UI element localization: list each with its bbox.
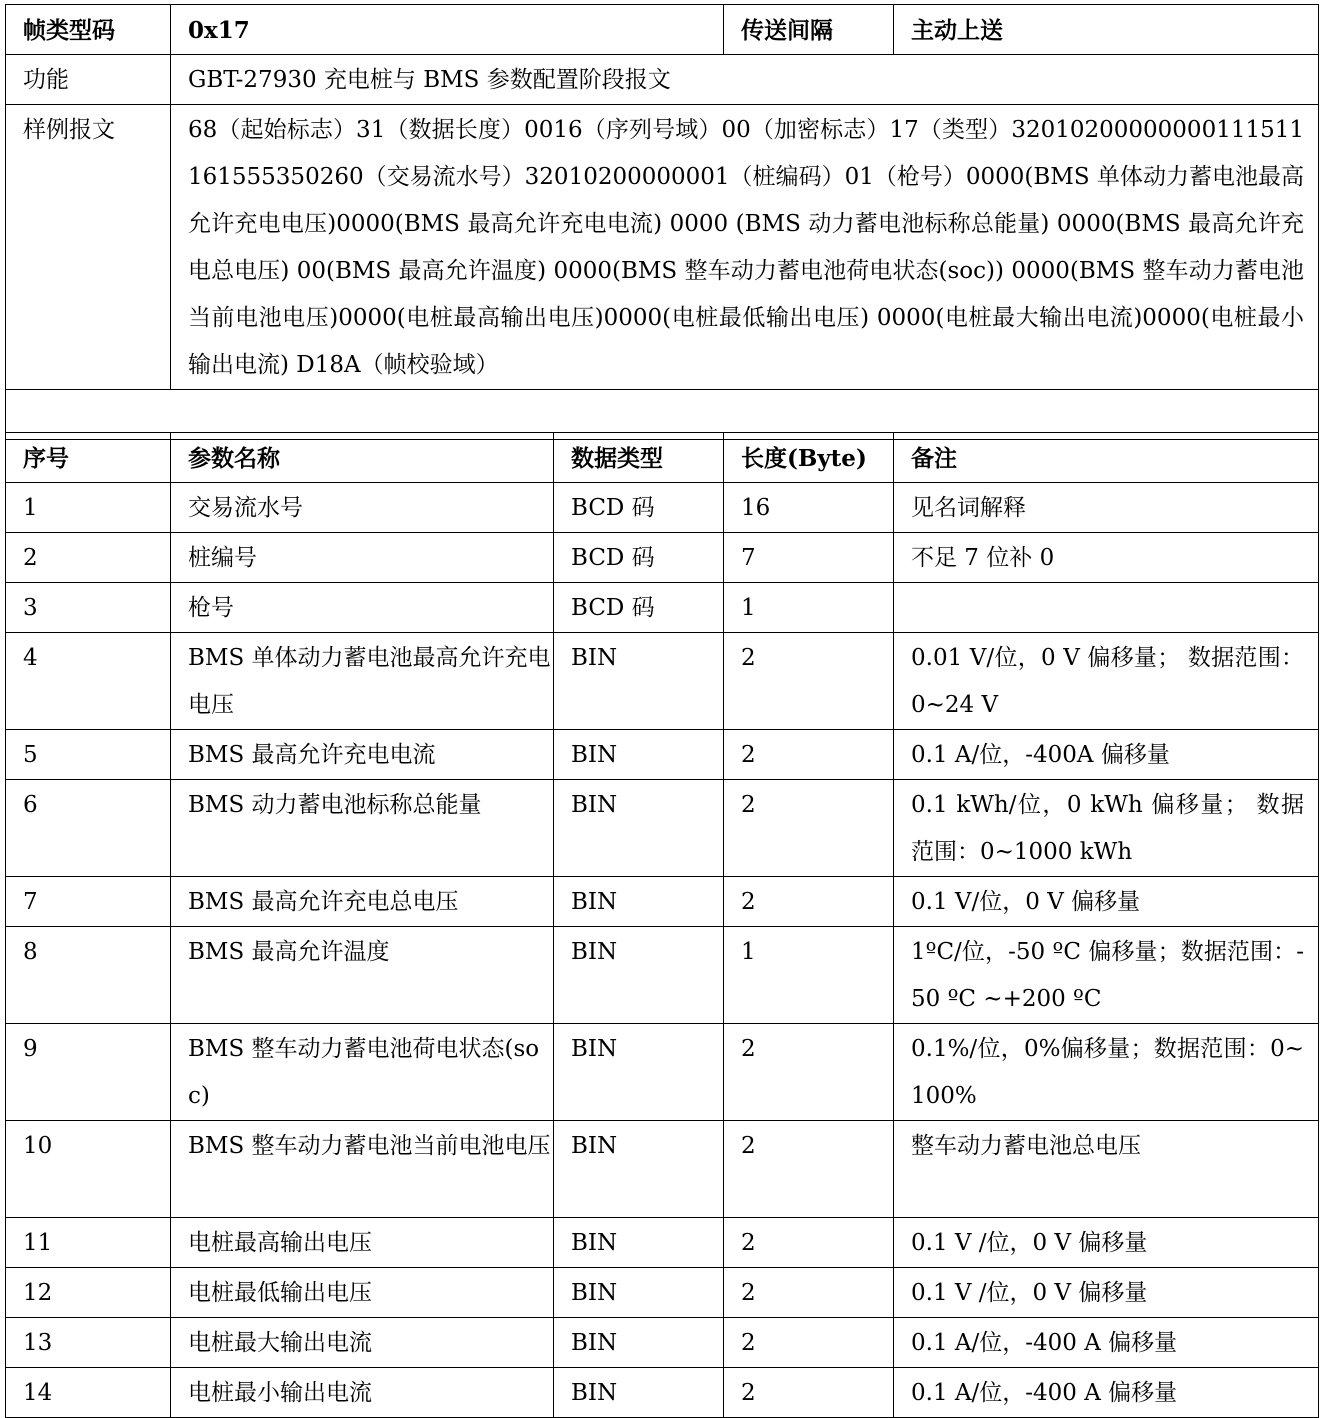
- row-name: 电桩最高输出电压: [171, 1218, 554, 1268]
- row-type: BIN: [554, 1268, 724, 1318]
- table-row: [6, 927, 1319, 1024]
- row-note: [894, 583, 1319, 633]
- row-no: 13: [6, 1318, 171, 1368]
- row-note: 0.1 A/位，-400 A 偏移量: [894, 1368, 1319, 1418]
- row-length: 1: [724, 927, 894, 1024]
- row-length: 16: [724, 483, 894, 533]
- row-note: 见名词解释: [894, 483, 1319, 533]
- row-length: 2: [724, 730, 894, 780]
- row-no: 3: [6, 583, 171, 633]
- row-type: BIN: [554, 633, 724, 730]
- sample-value: 68（起始标志）31（数据长度）0016（序列号域）00（加密标志）17（类型）32010200000000111511161555350260（交易流水号）32010200000001（桩编码）01（枪号）0000(BMS 单体动力蓄电池最高允许充电电压)0000(BMS 最高允许充电电流) 0000 (BMS 动力蓄电池标称总能量) 0000(BMS 最高允许充电总电压) 00(BMS 最高允许温度) 0000(BMS 整车动力蓄电池荷电状态(soc)) 0000(BMS 整车动力蓄电池当前电池电压)0000(电桩最高输出电压)0000(电桩最低输出电压) 0000(电桩最大输出电流)0000(电桩最小输出电流) D18A（帧校验域）: [171, 105, 1319, 390]
- row-name: BMS 最高允许充电总电压: [171, 877, 554, 927]
- row-name: 桩编号: [171, 533, 554, 583]
- row-no: 12: [6, 1268, 171, 1318]
- column-header-no: 序号: [6, 433, 171, 483]
- row-type: BIN: [554, 730, 724, 780]
- column-header-name: 参数名称: [171, 433, 554, 483]
- row-note: 1ºC/位，-50 ºC 偏移量；数据范围：-50 ºC ~+200 ºC: [894, 927, 1319, 1024]
- row-name: 电桩最大输出电流: [171, 1318, 554, 1368]
- row-name: 电桩最低输出电压: [171, 1268, 554, 1318]
- function-value: GBT-27930 充电桩与 BMS 参数配置阶段报文: [171, 55, 1319, 105]
- sample-row: [6, 105, 1319, 390]
- row-name: BMS 整车动力蓄电池荷电状态(soc): [171, 1024, 554, 1121]
- table-row: [6, 1368, 1319, 1418]
- row-length: 2: [724, 1024, 894, 1121]
- frame-type-label: 帧类型码: [6, 5, 171, 55]
- row-no: 9: [6, 1024, 171, 1121]
- row-length: 2: [724, 633, 894, 730]
- table-row: [6, 877, 1319, 927]
- row-note: 0.1 A/位，-400A 偏移量: [894, 730, 1319, 780]
- row-no: 8: [6, 927, 171, 1024]
- row-no: 6: [6, 780, 171, 877]
- table-row: [6, 780, 1319, 877]
- row-note: 0.1 V/位，0 V 偏移量: [894, 877, 1319, 927]
- row-no: 7: [6, 877, 171, 927]
- row-note: 整车动力蓄电池总电压: [894, 1121, 1319, 1218]
- table-row: [6, 1024, 1319, 1121]
- parameter-table: [5, 432, 1319, 1418]
- row-length: 2: [724, 877, 894, 927]
- frame-type-value: 0x17: [171, 5, 724, 55]
- table-row: [6, 1218, 1319, 1268]
- row-type: BCD 码: [554, 533, 724, 583]
- row-name: 电桩最小输出电流: [171, 1368, 554, 1418]
- row-type: BIN: [554, 1121, 724, 1218]
- row-length: 2: [724, 1121, 894, 1218]
- row-name: BMS 最高允许充电电流: [171, 730, 554, 780]
- row-no: 2: [6, 533, 171, 583]
- row-type: BCD 码: [554, 583, 724, 633]
- row-type: BIN: [554, 1218, 724, 1268]
- row-type: BIN: [554, 927, 724, 1024]
- row-note: 0.1 V /位，0 V 偏移量: [894, 1268, 1319, 1318]
- row-length: 2: [724, 1318, 894, 1368]
- row-name: 枪号: [171, 583, 554, 633]
- interval-label: 传送间隔: [724, 5, 894, 55]
- function-label: 功能: [6, 55, 171, 105]
- table-row: [6, 1318, 1319, 1368]
- row-name: BMS 动力蓄电池标称总能量: [171, 780, 554, 877]
- row-note: 0.1 V /位，0 V 偏移量: [894, 1218, 1319, 1268]
- table-row: [6, 633, 1319, 730]
- table-row: [6, 730, 1319, 780]
- function-row: [6, 55, 1319, 105]
- column-header-length: 长度(Byte): [724, 433, 894, 483]
- sample-label: 样例报文: [6, 105, 171, 390]
- column-header-type: 数据类型: [554, 433, 724, 483]
- table-row: [6, 533, 1319, 583]
- row-no: 1: [6, 483, 171, 533]
- row-length: 1: [724, 583, 894, 633]
- frame-type-row: [6, 5, 1319, 55]
- row-name: 交易流水号: [171, 483, 554, 533]
- row-length: 2: [724, 780, 894, 877]
- row-type: BIN: [554, 780, 724, 877]
- table-header-row: [6, 433, 1319, 483]
- row-name: BMS 整车动力蓄电池当前电池电压: [171, 1121, 554, 1218]
- row-length: 2: [724, 1218, 894, 1268]
- row-no: 10: [6, 1121, 171, 1218]
- row-no: 11: [6, 1218, 171, 1268]
- table-row: [6, 483, 1319, 533]
- interval-value: 主动上送: [894, 5, 1319, 55]
- row-note: 0.01 V/位，0 V 偏移量； 数据范围：0~24 V: [894, 633, 1319, 730]
- row-no: 5: [6, 730, 171, 780]
- row-note: 0.1 kWh/位，0 kWh 偏移量； 数据范围：0~1000 kWh: [894, 780, 1319, 877]
- row-name: BMS 最高允许温度: [171, 927, 554, 1024]
- frame-header-table: [5, 4, 1319, 440]
- row-type: BIN: [554, 1368, 724, 1418]
- row-no: 4: [6, 633, 171, 730]
- row-type: BIN: [554, 1024, 724, 1121]
- row-name: BMS 单体动力蓄电池最高允许充电电压: [171, 633, 554, 730]
- row-note: 不足 7 位补 0: [894, 533, 1319, 583]
- column-header-note: 备注: [894, 433, 1319, 483]
- row-no: 14: [6, 1368, 171, 1418]
- row-type: BIN: [554, 877, 724, 927]
- row-note: 0.1 A/位，-400 A 偏移量: [894, 1318, 1319, 1368]
- row-type: BIN: [554, 1318, 724, 1368]
- row-length: 7: [724, 533, 894, 583]
- table-row: [6, 1268, 1319, 1318]
- row-length: 2: [724, 1268, 894, 1318]
- table-row: [6, 1121, 1319, 1218]
- row-length: 2: [724, 1368, 894, 1418]
- table-row: [6, 583, 1319, 633]
- row-note: 0.1%/位，0%偏移量；数据范围：0~100%: [894, 1024, 1319, 1121]
- row-type: BCD 码: [554, 483, 724, 533]
